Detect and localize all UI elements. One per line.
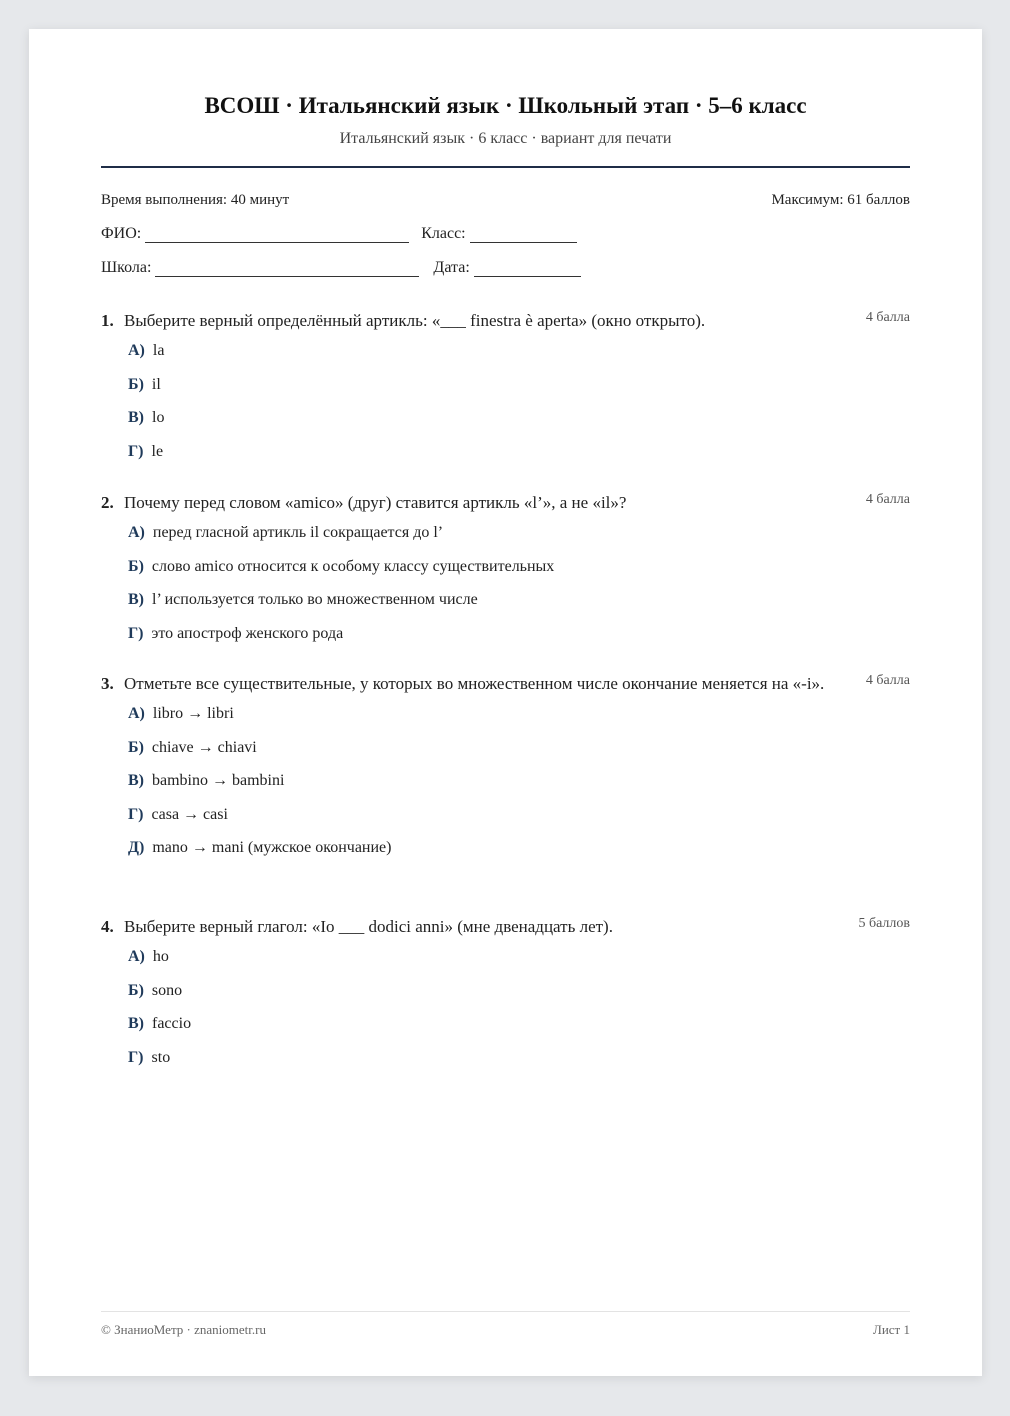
page-sheet (29, 29, 982, 1376)
question-number: 3. (101, 674, 114, 693)
option-g[interactable] (128, 624, 910, 658)
option-letter: В) (128, 591, 144, 608)
option-b[interactable] (128, 557, 910, 591)
option-text: libro → libri (152, 705, 234, 722)
option-text: mano → mani (мужское окончание) (152, 839, 392, 856)
options-list (128, 704, 910, 872)
option-v[interactable] (128, 408, 910, 442)
option-text: faccio (152, 1015, 192, 1032)
question-text: Выберите верный определённый артикль: «___ finestra è aperta» (окно открыто). (124, 311, 706, 330)
option-text: il (151, 375, 161, 393)
option-letter: Б) (128, 738, 144, 756)
question-1 (101, 307, 910, 475)
page-footer (101, 1322, 910, 1338)
option-text: casa → casi (151, 805, 228, 823)
date-field[interactable] (474, 260, 581, 277)
question-text: Почему перед словом «amico» (друг) ставится артикль «l’», а не «il»? (124, 493, 627, 512)
option-text: sono (151, 981, 183, 999)
option-text: lo (152, 409, 165, 426)
option-b[interactable] (128, 981, 910, 1015)
option-letter: Г) (128, 442, 144, 460)
meta-row (101, 192, 910, 209)
question-points: 4 балла (865, 673, 910, 688)
option-text: это апостроф женского рода (151, 624, 344, 642)
page-content (101, 29, 910, 1376)
question-number: 2. (101, 493, 114, 512)
date-label: Дата: (433, 259, 470, 276)
option-letter: В) (128, 772, 144, 789)
option-d[interactable] (128, 838, 910, 872)
option-text: l’ используется только во множественном числе (152, 591, 478, 608)
class-label: Класс: (421, 225, 466, 242)
option-a[interactable] (128, 947, 910, 981)
option-letter: Б) (128, 375, 144, 393)
question-number: 1. (101, 311, 114, 330)
option-letter: А) (128, 705, 145, 722)
option-g[interactable] (128, 805, 910, 839)
question-points: 4 балла (865, 492, 910, 507)
option-text: le (151, 442, 164, 460)
page-number: Лист 1 (873, 1322, 910, 1337)
question-3 (101, 670, 910, 872)
page-title: ВСОШ · Итальянский язык · Школьный этап · 5–6 класс (204, 93, 807, 118)
option-text: la (152, 342, 165, 359)
option-text: sto (151, 1048, 171, 1066)
question-text: Выберите верный глагол: «Io ___ dodici anni» (мне двенадцать лет). (124, 917, 613, 936)
option-g[interactable] (128, 442, 910, 476)
option-v[interactable] (128, 590, 910, 624)
option-a[interactable] (128, 523, 910, 557)
max-score: Максимум: 61 баллов (771, 192, 910, 208)
option-b[interactable] (128, 375, 910, 409)
option-text: слово amico относится к особому классу существительных (151, 557, 555, 575)
option-letter: Г) (128, 624, 144, 642)
option-letter: Г) (128, 1048, 144, 1066)
option-letter: Б) (128, 557, 144, 575)
page-subtitle: Итальянский язык · 6 класс · вариант для печати (339, 130, 672, 147)
option-a[interactable] (128, 341, 910, 375)
school-field[interactable] (155, 260, 419, 277)
option-text: ho (152, 948, 169, 965)
header-divider (101, 166, 910, 168)
option-letter: В) (128, 1015, 144, 1032)
option-g[interactable] (128, 1048, 910, 1082)
class-field[interactable] (470, 226, 577, 243)
footer-copyright: © ЗнаниоМетр · znaniometr.ru (101, 1322, 266, 1337)
option-letter: В) (128, 409, 144, 426)
question-2 (101, 489, 910, 657)
question-points: 5 баллов (858, 916, 910, 931)
option-b[interactable] (128, 738, 910, 772)
fio-field[interactable] (145, 226, 409, 243)
option-letter: А) (128, 342, 145, 359)
field-row-fio (101, 225, 577, 243)
school-label: Школа: (101, 259, 152, 276)
option-v[interactable] (128, 1014, 910, 1048)
option-letter: Д) (128, 839, 145, 856)
field-row-school (101, 259, 581, 277)
question-4 (101, 913, 910, 1081)
option-a[interactable] (128, 704, 910, 738)
option-v[interactable] (128, 771, 910, 805)
time-limit: Время выполнения: 40 минут (101, 192, 290, 208)
option-letter: Б) (128, 981, 144, 999)
question-number: 4. (101, 917, 114, 936)
options-list (128, 947, 910, 1081)
option-letter: А) (128, 524, 145, 541)
question-points: 4 балла (865, 310, 910, 325)
option-letter: Г) (128, 805, 144, 823)
options-list (128, 341, 910, 475)
option-letter: А) (128, 948, 145, 965)
question-text: Отметьте все существительные, у которых во множественном числе окончание меняется на «-i». (124, 674, 825, 693)
options-list (128, 523, 910, 657)
option-text: bambino → bambini (152, 772, 285, 789)
footer-divider (101, 1311, 910, 1312)
option-text: chiave → chiavi (151, 738, 257, 756)
option-text: перед гласной артикль il сокращается до l’ (152, 524, 444, 541)
fio-label: ФИО: (101, 225, 142, 242)
